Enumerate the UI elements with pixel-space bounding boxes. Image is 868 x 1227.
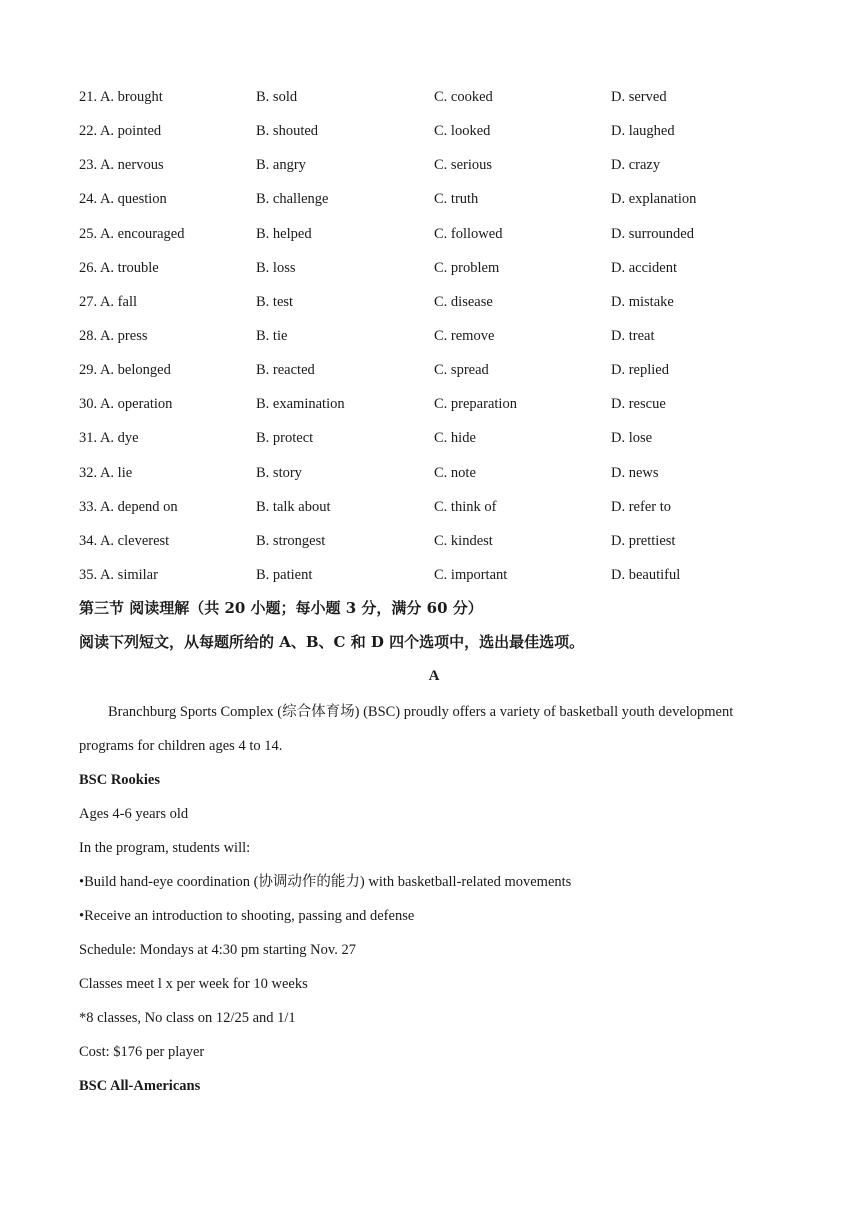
option-d: D. lose (611, 430, 653, 447)
option-b: B. test (256, 293, 294, 310)
option-d: D. accident (611, 259, 678, 276)
option-b: B. challenge (256, 191, 329, 208)
question-row (79, 189, 799, 223)
option-a: 21. A. brought (79, 89, 163, 105)
option-c: C. spread (434, 362, 489, 379)
option-a: 24. A. question (79, 191, 167, 208)
option-c: C. cooked (434, 89, 493, 105)
option-a: 30. A. operation (79, 396, 173, 413)
option-a: 35. A. similar (79, 566, 158, 583)
rookies-lead: In the program, students will: (79, 840, 251, 856)
rookies-cost: Cost: $176 per player (79, 1044, 205, 1060)
rookies-point-1: •Build hand-eye coordination (协调动作的能力) with basketball-related movements (79, 874, 572, 890)
option-d: D. treat (611, 327, 655, 344)
option-c: C. truth (434, 191, 479, 208)
passage-label: A (428, 668, 440, 684)
option-d: D. laughed (611, 123, 675, 140)
option-d: D. prettiest (611, 532, 676, 549)
rookies-ages: Ages 4-6 years old (79, 806, 189, 822)
option-c: C. remove (434, 327, 495, 344)
option-b: B. shouted (256, 123, 319, 140)
question-row (79, 394, 799, 428)
option-c: C. looked (434, 123, 491, 140)
option-c: C. problem (434, 259, 500, 276)
question-row (79, 258, 799, 292)
option-a: 31. A. dye (79, 430, 139, 447)
option-a: 32. A. lie (79, 464, 133, 481)
question-row (79, 87, 799, 121)
option-b: B. examination (256, 396, 345, 413)
option-b: B. reacted (256, 362, 315, 379)
option-d: D. served (611, 89, 667, 105)
section-instruction: 阅读下列短文，从每题所给的 A、B、C 和 D 四个选项中，选出最佳选项。 (79, 633, 585, 651)
option-a: 22. A. pointed (79, 123, 162, 140)
option-d: D. explanation (611, 191, 697, 208)
option-b: B. patient (256, 566, 313, 583)
section-title: 第三节 阅读理解（共 20 小题；每小题 3 分，满分 60 分） (79, 599, 483, 617)
question-row (79, 360, 799, 394)
option-c: C. serious (434, 157, 492, 174)
question-row (79, 224, 799, 258)
question-row (79, 565, 799, 599)
option-c: C. hide (434, 430, 476, 447)
option-c: C. disease (434, 293, 493, 310)
option-a: 26. A. trouble (79, 259, 159, 276)
option-d: D. replied (611, 362, 669, 379)
option-b: B. loss (256, 259, 296, 276)
option-d: D. crazy (611, 157, 661, 174)
passage-intro-line2: programs for children ages 4 to 14. (79, 738, 283, 754)
option-a: 29. A. belonged (79, 362, 171, 379)
option-d: D. beautiful (611, 566, 681, 583)
option-c: C. preparation (434, 396, 517, 413)
option-a: 33. A. depend on (79, 498, 178, 515)
rookies-classes: Classes meet l x per week for 10 weeks (79, 976, 308, 992)
question-row (79, 428, 799, 462)
option-a: 28. A. press (79, 327, 148, 344)
option-b: B. story (256, 464, 302, 481)
allamericans-title: BSC All-Americans (79, 1078, 201, 1094)
option-c: C. kindest (434, 532, 493, 549)
option-b: B. talk about (256, 498, 331, 515)
option-c: C. think of (434, 498, 497, 515)
question-row (79, 326, 799, 360)
option-d: D. news (611, 464, 659, 481)
option-b: B. protect (256, 430, 314, 447)
option-c: C. note (434, 464, 476, 481)
option-b: B. sold (256, 89, 298, 105)
question-row (79, 497, 799, 531)
option-b: B. strongest (256, 532, 326, 549)
question-row (79, 463, 799, 497)
question-row (79, 121, 799, 155)
option-c: C. followed (434, 225, 503, 242)
rookies-schedule: Schedule: Mondays at 4:30 pm starting Nov. 27 (79, 942, 356, 958)
option-a: 27. A. fall (79, 293, 137, 310)
option-a: 23. A. nervous (79, 157, 164, 174)
rookies-title: BSC Rookies (79, 772, 160, 788)
option-d: D. refer to (611, 498, 671, 515)
rookies-note: *8 classes, No class on 12/25 and 1/1 (79, 1010, 296, 1026)
multiple-choice-options (79, 87, 799, 599)
option-b: B. helped (256, 225, 312, 242)
option-b: B. tie (256, 327, 288, 344)
question-row (79, 292, 799, 326)
option-b: B. angry (256, 157, 306, 174)
option-a: 34. A. cleverest (79, 532, 170, 549)
option-d: D. mistake (611, 293, 674, 310)
rookies-point-2: •Receive an introduction to shooting, passing and defense (79, 908, 415, 924)
option-d: D. rescue (611, 396, 666, 413)
option-d: D. surrounded (611, 225, 694, 242)
passage-intro-line1: Branchburg Sports Complex (综合体育场) (BSC) proudly offers a variety of basketball youth development (108, 704, 734, 720)
question-row (79, 155, 799, 189)
option-c: C. important (434, 566, 508, 583)
option-a: 25. A. encouraged (79, 225, 185, 242)
question-row (79, 531, 799, 565)
